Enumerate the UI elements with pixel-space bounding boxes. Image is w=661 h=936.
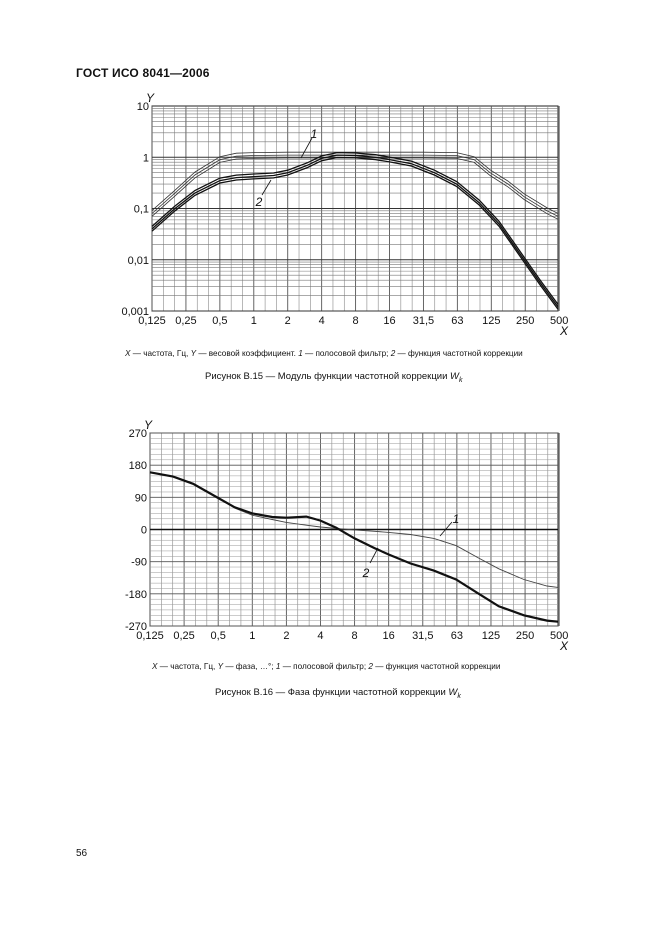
x-tick-label: 16: [382, 630, 395, 642]
caption-series1-symbol: 1: [298, 349, 303, 358]
x-tick-label: 1: [249, 630, 256, 642]
callout-series-2-leader: [262, 180, 271, 195]
caption-y-symbol: Y: [190, 349, 197, 358]
figure-title-subscript: k: [459, 376, 463, 384]
x-tick-label: 500: [549, 630, 569, 642]
y-tick-label: 10: [136, 101, 149, 113]
x-tick-label: 500: [549, 315, 569, 327]
document-header: ГОСТ ИСО 8041—2006: [76, 66, 210, 80]
x-tick-label: 2: [284, 315, 291, 327]
figure-title-text: Рисунок В.15 — Модуль функции частотной коррекции: [205, 371, 451, 382]
y-axis-label: Y: [145, 91, 155, 105]
y-tick-label: 180: [128, 460, 147, 473]
x-axis-label: X: [559, 324, 569, 338]
y-tick-label: 0: [140, 524, 147, 537]
x-tick-label: 0,5: [212, 315, 228, 327]
x-tick-label: 63: [451, 315, 464, 327]
series-2-line: [152, 153, 558, 305]
x-tick-label: 250: [515, 630, 535, 642]
figure-title-subscript: k: [457, 692, 461, 700]
callout-series-2-leader: [370, 548, 378, 563]
x-tick-label: 4: [317, 630, 324, 642]
caption-text: — фаза, …°;: [223, 662, 276, 671]
callout-series-1: 1: [310, 127, 318, 141]
page-number: 56: [76, 848, 88, 859]
x-tick-label: 4: [318, 315, 325, 327]
figure-title-text: Рисунок В.16 — Фаза функции частотной коррекции: [215, 687, 449, 698]
series-1-line: [152, 152, 558, 213]
figure16-caption: [152, 662, 500, 671]
figure16-title: [215, 687, 461, 700]
caption-x-symbol: X: [125, 349, 131, 358]
x-tick-label: 31,5: [412, 315, 435, 327]
y-tick-label: -90: [131, 556, 147, 569]
caption-series2-symbol: 2: [390, 349, 396, 358]
x-tick-label: 125: [481, 630, 501, 642]
caption-x-symbol: X: [152, 662, 158, 671]
y-tick-label: 0,01: [127, 254, 149, 267]
x-axis-label: X: [559, 639, 569, 653]
caption-series2-symbol: 2: [368, 662, 373, 671]
x-tick-label: 250: [516, 315, 535, 327]
x-tick-label: 0,5: [210, 630, 226, 642]
callout-series-2: 2: [255, 195, 263, 209]
caption-text: — частота, Гц,: [130, 349, 191, 358]
caption-text: — функция частотной коррекции: [372, 662, 501, 671]
callout-series-1: 1: [452, 512, 460, 526]
x-tick-label: 8: [352, 315, 359, 327]
caption-text: — частота, Гц,: [157, 662, 218, 671]
y-axis-label: Y: [143, 418, 153, 432]
caption-text: — функция частотной коррекции: [395, 349, 523, 358]
x-tick-label: 31,5: [412, 630, 434, 642]
figure15-title: [205, 371, 463, 384]
figure15-caption: [125, 349, 523, 358]
caption-text: — полосовой фильтр;: [280, 662, 369, 671]
x-tick-label: 0,25: [175, 315, 197, 327]
caption-y-symbol: Y: [217, 662, 224, 671]
x-tick-label: 1: [250, 315, 257, 327]
y-tick-label: 0,001: [121, 306, 149, 318]
y-tick-label: 90: [134, 492, 147, 505]
x-tick-label: 2: [283, 630, 290, 642]
x-tick-label: 0,25: [173, 630, 195, 642]
callout-series-2: 2: [362, 566, 370, 580]
series-1-line: [152, 158, 558, 219]
chart-1-grid: [152, 106, 559, 311]
x-tick-label: 0,125: [138, 315, 166, 327]
figure-title-symbol: W: [450, 371, 460, 382]
y-tick-label: -270: [124, 621, 147, 633]
y-tick-label: 0,1: [133, 203, 149, 216]
x-tick-label: 8: [351, 630, 358, 642]
y-tick-label: -180: [124, 588, 147, 601]
x-tick-label: 125: [482, 315, 501, 327]
caption-text: — полосовой фильтр;: [302, 349, 391, 358]
x-tick-label: 63: [450, 630, 463, 642]
x-tick-label: 16: [383, 315, 396, 327]
x-tick-label: 0,125: [136, 630, 164, 642]
caption-text: — весовой коэффициент.: [196, 349, 299, 358]
figure-title-symbol: W: [448, 687, 458, 698]
y-tick-label: 270: [128, 428, 147, 440]
caption-series1-symbol: 1: [275, 662, 281, 671]
y-tick-label: 1: [142, 152, 149, 165]
